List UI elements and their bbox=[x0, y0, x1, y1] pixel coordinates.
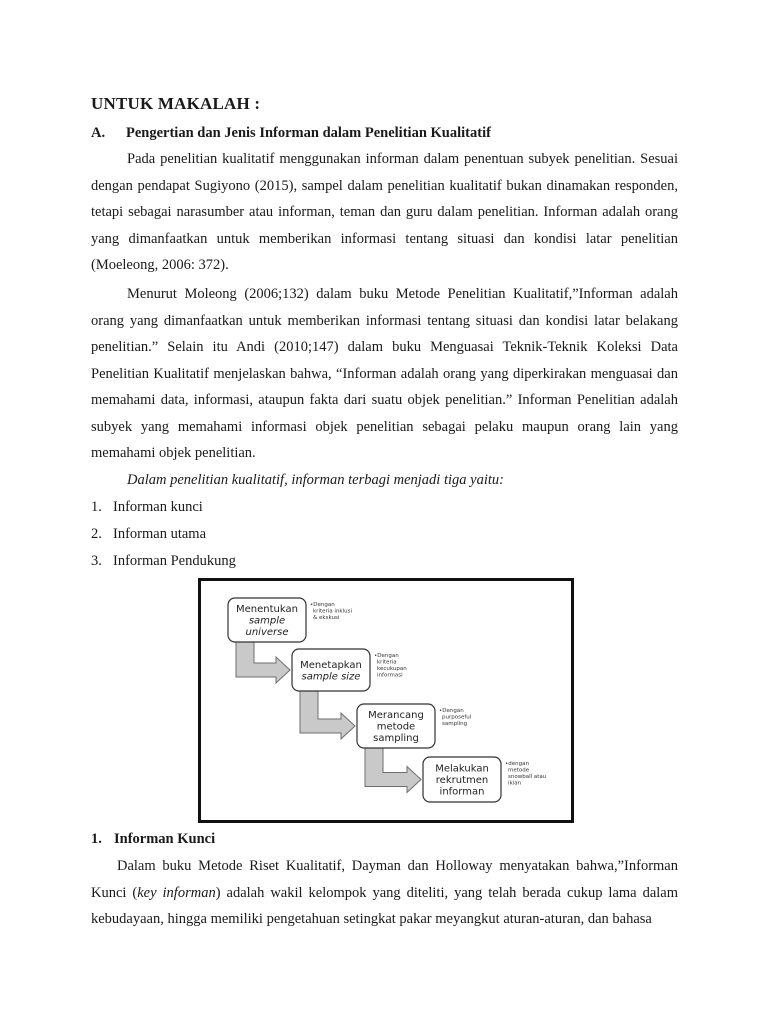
paragraph-4-part-1: Dalam buku Metode Riset Kualitatif, Dayman dan Holloway menyatakan bahwa,”Informan Kunci ( bbox=[91, 858, 678, 901]
list-item-number: 3. bbox=[91, 553, 102, 569]
step-label: Menentukan bbox=[236, 604, 298, 615]
step-note: snowball atau bbox=[508, 774, 547, 780]
section-1-text: Informan Kunci bbox=[114, 831, 216, 847]
step-note: purposeful bbox=[442, 714, 472, 721]
section-a-letter: A. bbox=[91, 125, 106, 141]
step-note: iklan bbox=[508, 780, 522, 787]
step-note: metode bbox=[508, 767, 530, 774]
step-label: Menetapkan bbox=[300, 659, 362, 671]
list-item-text: Informan utama bbox=[113, 526, 207, 542]
step-note: •dengan bbox=[505, 761, 529, 767]
step-note: & ekskusi bbox=[313, 615, 340, 621]
section-1-number: 1. bbox=[91, 831, 102, 847]
step-label: sampling bbox=[373, 733, 419, 744]
step-label: Merancang bbox=[368, 710, 424, 721]
step-note: sampling bbox=[442, 721, 468, 727]
section-1-heading bbox=[91, 831, 215, 848]
step-label: sample bbox=[248, 615, 286, 627]
step-label: sample size bbox=[301, 671, 361, 683]
list-item-text: Informan kunci bbox=[113, 499, 203, 515]
paragraph-4-italic-term: key informan bbox=[137, 884, 216, 901]
step-note: informasi bbox=[377, 672, 403, 679]
informant-list bbox=[91, 494, 236, 575]
paragraph-4 bbox=[91, 853, 678, 933]
section-a-text: Pengertian dan Jenis Informan dalam Penelitian Kualitatif bbox=[126, 125, 491, 141]
step-label: universe bbox=[245, 627, 289, 638]
diagram-canvas bbox=[201, 581, 571, 820]
step-note: kecukupan bbox=[377, 666, 407, 672]
list-item-number: 2. bbox=[91, 526, 102, 542]
flow-arrow bbox=[236, 642, 290, 683]
paragraph-3: Dalam penelitian kualitatif, informan terbagi menjadi tiga yaitu: bbox=[127, 472, 504, 488]
step-note: •Dengan bbox=[310, 602, 335, 608]
flow-arrow bbox=[300, 691, 355, 739]
document-title: UNTUK MAKALAH : bbox=[91, 94, 261, 113]
step-label: Melakukan bbox=[435, 763, 489, 775]
paragraph-1: Pada penelitian kualitatif menggunakan informan dalam penentuan subyek penelitian. Sesuai dengan pendapat Sugiyono (2015), sampel dalam penelitian kualitatif bukan dinamakan responden, tetapi sebagai narasumber atau informan, teman dan guru dalam penelitian. Informan adalah orang yang dimanfaatkan untuk memberikan informasi tentang situasi dan kondisi latar penelitian (Moeleong, 2006: 372). bbox=[91, 151, 678, 273]
list-item bbox=[91, 494, 236, 521]
flow-arrow bbox=[365, 748, 421, 793]
paragraph-4-part-2: ) adalah wakil kelompok yang diteliti, yang telah berada cukup lama dalam kebudayaan, hingga memiliki pengetahuan setingkat pakar meyangkut aturan-aturan, dan bahasa bbox=[91, 884, 678, 927]
list-item bbox=[91, 548, 236, 575]
step-note: kriteria bbox=[377, 659, 397, 666]
step-note: •Dengan bbox=[374, 653, 399, 659]
step-label: metode bbox=[376, 721, 416, 733]
step-note: •Dengan bbox=[439, 708, 464, 714]
list-item bbox=[91, 521, 236, 548]
section-a-heading bbox=[91, 125, 491, 142]
list-item-number: 1. bbox=[91, 499, 102, 515]
step-label: rekrutmen bbox=[435, 775, 489, 786]
list-item-text: Informan Pendukung bbox=[113, 553, 236, 569]
step-label: informan bbox=[439, 786, 485, 798]
sampling-process-diagram bbox=[198, 578, 574, 823]
paragraph-2: Menurut Moleong (2006;132) dalam buku Metode Penelitian Kualitatif,”Informan adalah orang yang dimanfaatkan untuk memberikan informasi tentang situasi dan kondisi latar belakang penelitian.” Selain itu Andi (2010;147) dalam buku Menguasai Teknik-Teknik Koleksi Data Penelitian Kualitatif menjelaskan bahwa, “Informan adalah orang yang diperkirakan menguasai dan memahami data, informasi, ataupun fakta dari suatu objek penelitian.” Informan Penelitian adalah subyek yang memahami informasi objek penelitian sebagai pelaku maupun orang lain yang memahami objek penelitian. bbox=[91, 286, 678, 461]
step-note: kriteria inklusi bbox=[313, 608, 353, 615]
